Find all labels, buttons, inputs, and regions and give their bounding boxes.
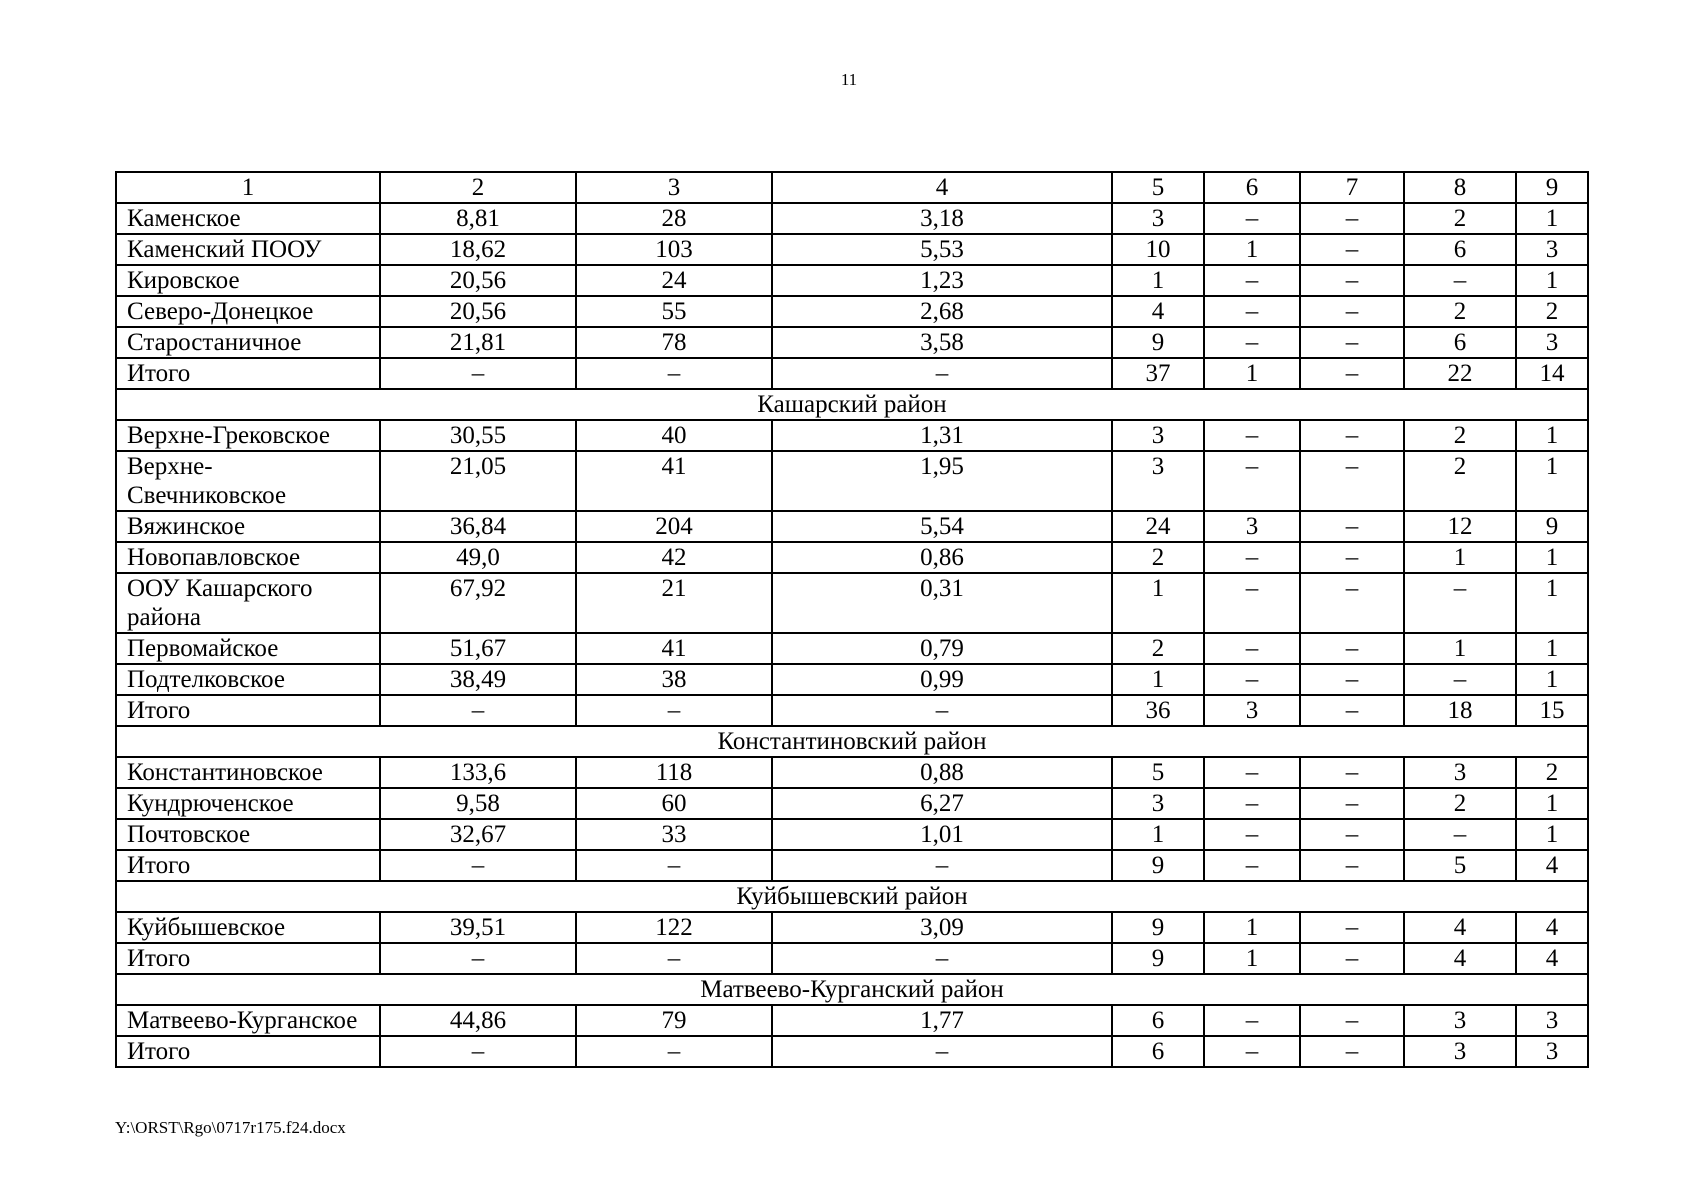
value-cell: – (576, 943, 772, 974)
value-cell: 3 (1112, 203, 1204, 234)
table-header-row (116, 172, 1588, 203)
value-cell: 9 (1112, 943, 1204, 974)
value-cell: 60 (576, 788, 772, 819)
value-cell: – (1204, 203, 1300, 234)
value-cell: – (1204, 1005, 1300, 1036)
value-cell: – (772, 358, 1112, 389)
table-row (116, 296, 1588, 327)
footer-file-path: Y:\ORST\Rgo\0717r175.f24.docx (115, 1118, 346, 1137)
settlement-name-cell: ООУ Кашарского района (116, 573, 380, 633)
table-row (116, 265, 1588, 296)
page-number: 11 (840, 70, 858, 89)
table-row (116, 819, 1588, 850)
value-cell: – (1404, 664, 1516, 695)
total-row (116, 695, 1588, 726)
value-cell: – (1300, 573, 1404, 633)
settlement-name-cell: Итого (116, 850, 380, 881)
value-cell: 3 (1516, 327, 1588, 358)
value-cell: – (1300, 203, 1404, 234)
value-cell: 1 (1516, 451, 1588, 511)
value-cell: – (1300, 296, 1404, 327)
value-cell: 2 (1516, 296, 1588, 327)
column-number-cell: 6 (1204, 172, 1300, 203)
value-cell: 1,01 (772, 819, 1112, 850)
settlement-name-cell: Итого (116, 943, 380, 974)
table-row (116, 511, 1588, 542)
value-cell: 22 (1404, 358, 1516, 389)
value-cell: – (772, 695, 1112, 726)
value-cell: 1 (1516, 203, 1588, 234)
value-cell: 49,0 (380, 542, 576, 573)
value-cell: 1 (1112, 265, 1204, 296)
value-cell: – (1204, 296, 1300, 327)
value-cell: – (1404, 265, 1516, 296)
value-cell: – (1300, 912, 1404, 943)
value-cell: 3 (1404, 757, 1516, 788)
value-cell: 24 (1112, 511, 1204, 542)
value-cell: 204 (576, 511, 772, 542)
value-cell: 0,31 (772, 573, 1112, 633)
value-cell: 122 (576, 912, 772, 943)
table-row (116, 788, 1588, 819)
value-cell: 30,55 (380, 420, 576, 451)
value-cell: – (1204, 451, 1300, 511)
value-cell: 6 (1112, 1005, 1204, 1036)
settlement-name-cell: Каменское (116, 203, 380, 234)
column-number-cell: 8 (1404, 172, 1516, 203)
value-cell: – (1300, 420, 1404, 451)
column-number-cell: 5 (1112, 172, 1204, 203)
value-cell: 2,68 (772, 296, 1112, 327)
value-cell: 1 (1112, 819, 1204, 850)
value-cell: – (772, 943, 1112, 974)
value-cell: 36,84 (380, 511, 576, 542)
value-cell: 1 (1516, 573, 1588, 633)
value-cell: 24 (576, 265, 772, 296)
value-cell: 8,81 (380, 203, 576, 234)
table-row (116, 664, 1588, 695)
value-cell: 1 (1204, 358, 1300, 389)
value-cell: 42 (576, 542, 772, 573)
value-cell: 3 (1112, 451, 1204, 511)
value-cell: 1 (1516, 788, 1588, 819)
value-cell: – (1204, 1036, 1300, 1067)
table-row (116, 757, 1588, 788)
value-cell: 1 (1516, 420, 1588, 451)
value-cell: 2 (1404, 296, 1516, 327)
value-cell: 2 (1404, 203, 1516, 234)
value-cell: – (1300, 327, 1404, 358)
value-cell: 36 (1112, 695, 1204, 726)
value-cell: 1 (1516, 664, 1588, 695)
value-cell: – (380, 943, 576, 974)
district-title: Кашарский район (116, 389, 1588, 420)
settlement-name-cell: Верхне-Свечниковское (116, 451, 380, 511)
column-number-cell: 1 (116, 172, 380, 203)
total-row (116, 358, 1588, 389)
value-cell: – (1404, 573, 1516, 633)
district-section-row (116, 974, 1588, 1005)
settlement-name-cell: Итого (116, 358, 380, 389)
value-cell: 78 (576, 327, 772, 358)
table-row (116, 203, 1588, 234)
value-cell: 28 (576, 203, 772, 234)
settlement-name-cell: Итого (116, 695, 380, 726)
value-cell: 21,81 (380, 327, 576, 358)
value-cell: 1 (1516, 542, 1588, 573)
value-cell: 6 (1404, 234, 1516, 265)
value-cell: 5,54 (772, 511, 1112, 542)
value-cell: 118 (576, 757, 772, 788)
value-cell: 0,88 (772, 757, 1112, 788)
value-cell: 2 (1112, 633, 1204, 664)
value-cell: 1 (1404, 633, 1516, 664)
settlement-name-cell: Новопавловское (116, 542, 380, 573)
value-cell: 1,31 (772, 420, 1112, 451)
district-title: Константиновский район (116, 726, 1588, 757)
value-cell: 44,86 (380, 1005, 576, 1036)
column-number-cell: 9 (1516, 172, 1588, 203)
value-cell: 4 (1516, 850, 1588, 881)
settlement-name-cell: Куйбышевское (116, 912, 380, 943)
settlement-name-cell: Кировское (116, 265, 380, 296)
value-cell: – (1204, 788, 1300, 819)
value-cell: 1 (1204, 234, 1300, 265)
value-cell: – (1300, 234, 1404, 265)
value-cell: 3 (1112, 788, 1204, 819)
value-cell: – (1300, 757, 1404, 788)
value-cell: 2 (1516, 757, 1588, 788)
value-cell: – (576, 695, 772, 726)
value-cell: 1 (1204, 912, 1300, 943)
value-cell: 9 (1516, 511, 1588, 542)
table-row (116, 327, 1588, 358)
value-cell: 1 (1516, 633, 1588, 664)
district-section-row (116, 726, 1588, 757)
value-cell: – (772, 1036, 1112, 1067)
value-cell: 6 (1112, 1036, 1204, 1067)
table-row (116, 451, 1588, 511)
value-cell: 1 (1112, 573, 1204, 633)
value-cell: 3 (1404, 1005, 1516, 1036)
value-cell: 1 (1112, 664, 1204, 695)
value-cell: 3 (1516, 1005, 1588, 1036)
value-cell: 3 (1112, 420, 1204, 451)
total-row (116, 1036, 1588, 1067)
total-row (116, 850, 1588, 881)
value-cell: 4 (1404, 912, 1516, 943)
value-cell: – (1204, 664, 1300, 695)
value-cell: – (1300, 943, 1404, 974)
column-number-cell: 7 (1300, 172, 1404, 203)
value-cell: 33 (576, 819, 772, 850)
value-cell: – (1300, 511, 1404, 542)
value-cell: 1,23 (772, 265, 1112, 296)
value-cell: – (1204, 819, 1300, 850)
district-title: Матвеево-Курганский район (116, 974, 1588, 1005)
value-cell: – (1204, 573, 1300, 633)
value-cell: 41 (576, 633, 772, 664)
value-cell: 2 (1404, 788, 1516, 819)
value-cell: 9 (1112, 327, 1204, 358)
district-section-row (116, 389, 1588, 420)
value-cell: 38 (576, 664, 772, 695)
value-cell: – (1204, 327, 1300, 358)
value-cell: 1,95 (772, 451, 1112, 511)
value-cell: 55 (576, 296, 772, 327)
value-cell: 18,62 (380, 234, 576, 265)
settlement-name-cell: Кундрюченское (116, 788, 380, 819)
column-number-cell: 2 (380, 172, 576, 203)
value-cell: 6,27 (772, 788, 1112, 819)
value-cell: – (1300, 788, 1404, 819)
value-cell: 4 (1112, 296, 1204, 327)
value-cell: 0,99 (772, 664, 1112, 695)
value-cell: 20,56 (380, 265, 576, 296)
value-cell: 6 (1404, 327, 1516, 358)
value-cell: – (1300, 664, 1404, 695)
value-cell: – (380, 850, 576, 881)
value-cell: – (380, 1036, 576, 1067)
value-cell: – (1300, 819, 1404, 850)
value-cell: 3,18 (772, 203, 1112, 234)
value-cell: – (380, 695, 576, 726)
settlement-name-cell: Матвеево-Курганское (116, 1005, 380, 1036)
value-cell: 4 (1516, 943, 1588, 974)
value-cell: 4 (1516, 912, 1588, 943)
value-cell: – (1300, 265, 1404, 296)
value-cell: 2 (1404, 451, 1516, 511)
settlement-name-cell: Первомайское (116, 633, 380, 664)
value-cell: 12 (1404, 511, 1516, 542)
value-cell: – (1300, 358, 1404, 389)
settlement-name-cell: Верхне-Грековское (116, 420, 380, 451)
value-cell: – (1404, 819, 1516, 850)
value-cell: – (1204, 420, 1300, 451)
value-cell: – (576, 1036, 772, 1067)
value-cell: 103 (576, 234, 772, 265)
value-cell: 21 (576, 573, 772, 633)
value-cell: 3,58 (772, 327, 1112, 358)
value-cell: 1 (1516, 265, 1588, 296)
value-cell: 67,92 (380, 573, 576, 633)
value-cell: 10 (1112, 234, 1204, 265)
value-cell: – (1204, 633, 1300, 664)
value-cell: – (1300, 1005, 1404, 1036)
settlement-name-cell: Подтелковское (116, 664, 380, 695)
table-row (116, 234, 1588, 265)
value-cell: – (1300, 542, 1404, 573)
value-cell: 9 (1112, 912, 1204, 943)
value-cell: – (1300, 633, 1404, 664)
value-cell: 14 (1516, 358, 1588, 389)
value-cell: 3 (1516, 1036, 1588, 1067)
value-cell: 133,6 (380, 757, 576, 788)
column-number-cell: 4 (772, 172, 1112, 203)
value-cell: 32,67 (380, 819, 576, 850)
value-cell: 1 (1516, 819, 1588, 850)
value-cell: 4 (1404, 943, 1516, 974)
data-table (115, 171, 1589, 1068)
value-cell: 1,77 (772, 1005, 1112, 1036)
settlement-name-cell: Итого (116, 1036, 380, 1067)
value-cell: 9 (1112, 850, 1204, 881)
value-cell: – (1300, 451, 1404, 511)
value-cell: 2 (1112, 542, 1204, 573)
value-cell: 3 (1516, 234, 1588, 265)
value-cell: – (1300, 695, 1404, 726)
value-cell: 21,05 (380, 451, 576, 511)
value-cell: 79 (576, 1005, 772, 1036)
value-cell: 15 (1516, 695, 1588, 726)
table-row (116, 1005, 1588, 1036)
value-cell: 5 (1112, 757, 1204, 788)
table-row (116, 633, 1588, 664)
settlement-name-cell: Почтовское (116, 819, 380, 850)
value-cell: 41 (576, 451, 772, 511)
table-row (116, 573, 1588, 633)
value-cell: – (380, 358, 576, 389)
value-cell: 40 (576, 420, 772, 451)
value-cell: – (1204, 265, 1300, 296)
value-cell: – (1204, 757, 1300, 788)
table-row (116, 912, 1588, 943)
value-cell: 2 (1404, 420, 1516, 451)
value-cell: 51,67 (380, 633, 576, 664)
value-cell: 37 (1112, 358, 1204, 389)
value-cell: 3 (1404, 1036, 1516, 1067)
value-cell: 5,53 (772, 234, 1112, 265)
value-cell: 39,51 (380, 912, 576, 943)
value-cell: – (772, 850, 1112, 881)
value-cell: 3,09 (772, 912, 1112, 943)
value-cell: 0,79 (772, 633, 1112, 664)
value-cell: 20,56 (380, 296, 576, 327)
value-cell: 1 (1204, 943, 1300, 974)
column-number-cell: 3 (576, 172, 772, 203)
value-cell: – (576, 358, 772, 389)
value-cell: 38,49 (380, 664, 576, 695)
value-cell: 18 (1404, 695, 1516, 726)
value-cell: – (1204, 542, 1300, 573)
value-cell: 5 (1404, 850, 1516, 881)
settlement-name-cell: Вяжинское (116, 511, 380, 542)
district-section-row (116, 881, 1588, 912)
value-cell: 3 (1204, 695, 1300, 726)
value-cell: 0,86 (772, 542, 1112, 573)
value-cell: 1 (1404, 542, 1516, 573)
value-cell: – (1204, 850, 1300, 881)
value-cell: – (1300, 850, 1404, 881)
table-row (116, 542, 1588, 573)
table-row (116, 420, 1588, 451)
value-cell: – (576, 850, 772, 881)
settlement-name-cell: Каменский ПООУ (116, 234, 380, 265)
district-title: Куйбышевский район (116, 881, 1588, 912)
settlement-name-cell: Северо-Донецкое (116, 296, 380, 327)
value-cell: – (1300, 1036, 1404, 1067)
settlement-name-cell: Старостаничное (116, 327, 380, 358)
total-row (116, 943, 1588, 974)
settlement-name-cell: Константиновское (116, 757, 380, 788)
value-cell: 9,58 (380, 788, 576, 819)
value-cell: 3 (1204, 511, 1300, 542)
